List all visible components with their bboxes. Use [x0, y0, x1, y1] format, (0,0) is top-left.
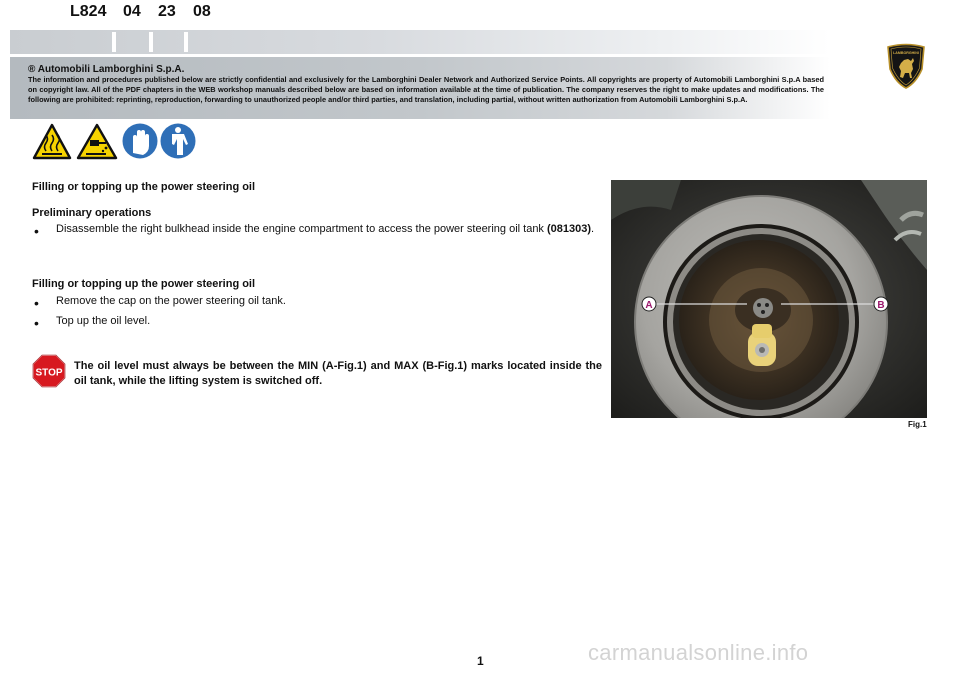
bullet-point: • [34, 295, 39, 311]
copyright-text: The information and procedures published below are strictly confidential and exclusively for the Lamborghini Dealer Network and Authorized Service Points. All copyrights are property of Automobili Lamborghini S.p.A based on copyright law. All of the PDF chapters in the WEB workshop manuals described below are based on information available at the time of publication. The company reserves the right to make updates and modifications. The following are prohibited: reprinting, reproduction, forwarding to unauthorized people and/or third parties, and translation, including partial, without written authorization from Automobili Lamborghini S.p.A. [28, 75, 824, 104]
model-code: L824 [70, 3, 107, 20]
filling-step: Remove the cap on the power steering oil tank. [56, 295, 286, 307]
bullet-point: • [34, 223, 39, 239]
figure-caption: Fig.1 [908, 420, 927, 429]
stop-sign-label: STOP [35, 367, 63, 379]
group-code: 04 [123, 3, 141, 20]
fluid-splash-warning-icon [76, 123, 118, 161]
procedure-title: Filling or topping up the power steering oil [32, 181, 256, 193]
oil-tank-photo [611, 180, 927, 418]
gloves-required-icon [122, 123, 158, 159]
subgroup-code: 23 [158, 3, 176, 20]
stop-sign-icon [32, 354, 66, 388]
bullet-point: • [34, 315, 39, 331]
site-watermark: carmanualsonline.info [588, 640, 809, 665]
page-number: 1 [477, 654, 484, 668]
callout-label-a: A [645, 300, 653, 311]
copyright-title: ® Automobili Lamborghini S.p.A. [28, 64, 185, 75]
step-text: Disassemble the right bulkhead inside the engine compartment to access the power steering oil tank [56, 223, 547, 235]
lamborghini-logo [886, 43, 926, 89]
step-text-tail: . [591, 223, 595, 235]
code-separator [149, 32, 153, 52]
filling-heading: Filling or topping up the power steering oil [32, 278, 256, 290]
document-code-bar [10, 30, 830, 54]
code-separator [112, 32, 116, 52]
code-separator [184, 32, 188, 52]
logo-wordmark: LAMBORGHINI [893, 51, 919, 55]
preliminary-heading: Preliminary operations [32, 207, 152, 219]
procedure-code: 08 [193, 3, 211, 20]
procedure-reference: (081303) [547, 223, 592, 235]
hot-surface-warning-icon [32, 123, 72, 161]
callout-label-b: B [877, 300, 885, 311]
preliminary-step [56, 222, 600, 237]
protective-suit-required-icon [160, 123, 196, 159]
warning-note: The oil level must always be between the MIN (A-Fig.1) and MAX (B-Fig.1) marks located inside the oil tank, while the lifting system is switched off. [74, 360, 602, 387]
filling-step: Top up the oil level. [56, 315, 151, 327]
